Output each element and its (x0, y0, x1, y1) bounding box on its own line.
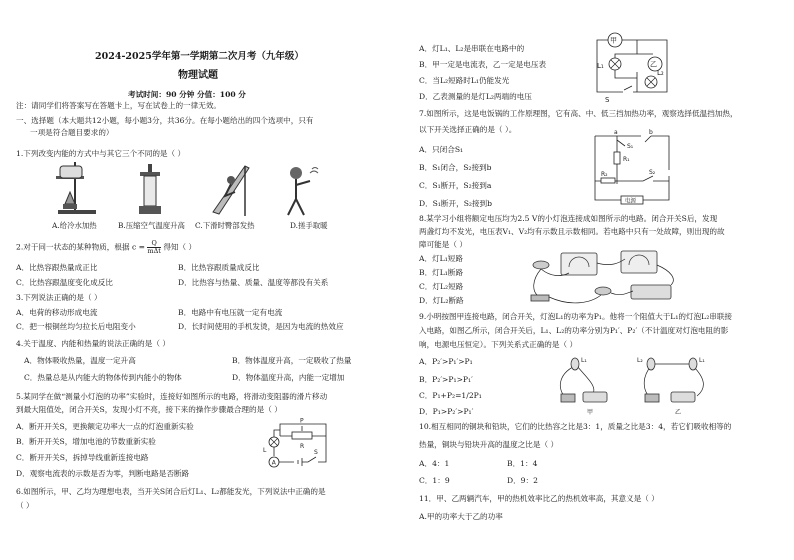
person-arms (296, 181, 310, 185)
q1-image-d-rubbing-hands (282, 163, 322, 217)
section1-heading-cont: 一项是符合题目要求的） (30, 128, 114, 137)
q8-option-c: C．灯L₂短路 (419, 282, 464, 291)
q3-stem: 3.下列说法正确的是（ ） (16, 293, 102, 302)
q5-stem-line2: 到最大阻值处，闭合开关S，发现小灯不亮，接下来的操作步骤最合理的是（ ） (16, 405, 282, 414)
q4-option-b: B．物体温度升高，一定吸收了热量 (232, 356, 352, 365)
q6-stem-line1: 6.如图所示，甲、乙均为理想电表，当开关S闭合后灯L₁、L₂都能发光，下列说法中正确的是 (16, 487, 326, 496)
q5-label-r: R (300, 443, 305, 450)
section1-heading: 一、选择题（本大题共12小题，每小题3分，共36分。在每小题给出的四个选项中，只有 (16, 116, 314, 125)
q6-stem-line2: （ ） (16, 501, 34, 510)
q7-option-a: A．只闭合S₁ (419, 145, 464, 154)
q9-fig-b-label-l1: L₁ (699, 357, 705, 364)
q8-stem-line2: 两盏灯均不发光，电压表V₁、V₂均有示数且示数相同。若电路中只有一处故障，则出现的故 (419, 227, 725, 236)
q3-option-a: A．电荷的移动形成电流 (16, 308, 98, 317)
q2-option-d: D．比热容与热量、质量、温度等都没有关系 (178, 278, 329, 287)
q5-option-a: A．断开开关S，更换额定功率大一点的灯泡重新实验 (16, 422, 194, 431)
q6-label-jia: 甲 (610, 36, 617, 45)
q7-option-c: C．S₁断开，S₂接到a (419, 181, 492, 190)
q7-resistor-r2 (601, 178, 615, 183)
q5-label-a: A (271, 459, 276, 467)
q2-option-c: C．比热容跟温度变化成反比 (16, 278, 113, 287)
q1-image-c-slide (209, 160, 254, 217)
q10-option-d: D．9：2 (507, 476, 538, 485)
q9-fig-b-battery-icon (671, 392, 695, 402)
q8-switch-icon (531, 295, 549, 301)
q9-fig-a-caption: 甲 (587, 409, 594, 416)
q6-switch-icon (624, 86, 632, 90)
q6-label-l1: L₁ (597, 62, 604, 70)
q8-stem-line3: 障可能是（ ） (419, 240, 467, 249)
q9-fig-a-label-l1: L₁ (581, 357, 587, 364)
q1-image-a-heating-water (52, 160, 102, 217)
q1-option-c: C.下滑时臀部发热 (195, 221, 255, 230)
q1-stem: 1.下列改变内能的方式中与其它三个不同的是（ ） (16, 149, 186, 158)
q8-option-b: B．灯L₁断路 (419, 268, 464, 277)
q5-circuit-diagram (262, 418, 336, 474)
q7-label-r1: R₁ (623, 156, 630, 163)
q5-option-d: D．观察电流表的示数是否为零，判断电路是否断路 (16, 469, 190, 478)
q6-label-l2: L₂ (657, 69, 664, 77)
q7-option-d: D．S₁断开，S₂接到b (419, 199, 493, 208)
q8-lamp-l2-icon (595, 287, 611, 295)
q5-option-b: B．断开开关S，增加电池的节数重新实验 (16, 437, 156, 446)
q2-stem-pre: 2.对于同一状态的某种物质，根据 (16, 242, 130, 252)
q1-option-d: D.搓手取暖 (290, 221, 328, 230)
q9-fig-a-lamp-l1-icon (571, 358, 579, 370)
q5-label-p: P (300, 418, 304, 425)
q9-fig-b-label-l2: L₂ (637, 357, 643, 364)
subject-title: 物理试题 (178, 70, 218, 81)
q9-option-c: C．P₁+P₂=1/2P₁ (419, 391, 482, 400)
q11-option-a: A.甲的功率大于乙的功率 (419, 512, 503, 521)
q8-voltmeter-v2-icon (621, 251, 657, 273)
q9-stem-line3: 响，电源电压恒定）。下列关系式正确的是（ ） (419, 340, 578, 349)
q10-stem-line2: 热量，铜块与铅块升高的温度之比是（ ） (419, 440, 559, 449)
slide-ramp (213, 166, 249, 214)
q2-formula-numerator: Q (147, 240, 160, 248)
q6-option-d: D．乙表测量的是灯L₂两端的电压 (419, 92, 532, 101)
q7-label-b: b (649, 129, 653, 136)
q7-circuit-diagram (587, 126, 677, 208)
q5-stem-line1: 5.某同学在做“测量小灯泡的功率”实验时，连接好如图所示的电路，将滑动变阻器的滑片移动 (16, 392, 328, 401)
q7-switch-s2-icon (645, 136, 651, 142)
q7-label-s2: S₂ (649, 169, 656, 176)
notice: 注：请同学们将答案写在答题卡上，写在试卷上的一律无效。 (16, 101, 222, 110)
q1-image-b-compression-cylinder (136, 164, 164, 217)
q3-option-c: C．把一根铜丝均匀拉长后电阻变小 (16, 322, 136, 331)
beaker-icon (60, 166, 82, 178)
q4-stem: 4.关于温度、内能和热量的说法正确的是（ ） (16, 339, 170, 348)
q2-stem-post: 得知（ ） (163, 242, 197, 252)
q9-fig-b-switch-icon (645, 394, 659, 402)
q7-label-s1: S₁ (627, 143, 634, 150)
q3-option-d: D．长时间使用的手机发烫，是因为电流的热效应 (178, 322, 344, 331)
person-head-icon (290, 167, 302, 179)
q4-option-a: A．物体吸收热量，温度一定升高 (24, 356, 136, 365)
q9-fig-b-caption: 乙 (675, 409, 682, 416)
burner-icon (63, 204, 77, 209)
q7-label-r2: R₂ (601, 171, 608, 178)
q5-label-l: L (263, 447, 267, 454)
q8-circuit-photo (521, 247, 701, 313)
q9-stem-line2: 入电路，如图乙所示，闭合开关后，L₁、L₂的功率分别为P₁′、P₂′（不计温度对灯泡电阻的影 (419, 326, 729, 335)
q2-option-b: B．比热容跟质量成反比 (178, 263, 260, 272)
q6-label-s: S (605, 96, 610, 104)
q9-stem-line1: 9.小明按图甲连接电路，闭合开关，灯泡L₁的功率为P₁。他将一个阻值大于L₁的灯泡L₂串联接 (419, 312, 733, 321)
q6-option-a: A．灯L₁、L₂是串联在电路中的 (419, 44, 525, 53)
q8-voltmeter-v1-icon (561, 253, 597, 275)
q8-stem-line1: 8.某学习小组将额定电压均为2.5 V的小灯泡连接成如图所示的电路。闭合开关S后，发现 (419, 214, 718, 223)
q9-fig-a-battery-icon (583, 392, 607, 402)
q9-option-a: A．P₂′>P₁′>P₁ (419, 357, 473, 366)
q4-option-c: C．热量总是从内能大的物体传到内能小的物体 (24, 373, 182, 382)
q5-rheostat (292, 432, 312, 439)
q6-option-c: C．当L₂短路时L₁仍能发光 (419, 76, 510, 85)
q8-lamp-l1-icon (533, 261, 549, 269)
q8-option-a: A．灯L₁短路 (419, 254, 463, 263)
q9-option-d: D．P₁>P₂′>P₁′ (419, 407, 474, 416)
wind-lines-icon (310, 168, 318, 174)
q8-option-d: D．灯L₂断路 (419, 296, 464, 305)
q7-resistor-r1 (614, 152, 620, 164)
q9-fig-b-lamp-l2-icon (647, 358, 655, 370)
cylinder-base (139, 206, 161, 214)
piston-top (140, 172, 160, 176)
q7-switch-s1-icon (617, 140, 625, 146)
flame-icon (65, 192, 75, 204)
q7-label-a: a (614, 129, 618, 136)
q7-label-power: 电源 (625, 198, 637, 205)
q7-option-b: B．S₁闭合，S₂接到b (419, 163, 492, 172)
q10-option-a: A．4：1 (419, 459, 450, 468)
q7-stem-line2: 以下开关选择正确的是（ ）。 (419, 125, 517, 134)
q2-formula-fraction (147, 240, 160, 255)
q10-option-b: B．1：4 (507, 459, 538, 468)
q11-stem: 11．甲、乙两辆汽车，甲的热机效率比乙的热机效率高，其意义是（ ） (419, 494, 659, 503)
q5-wire-battery-switch (279, 457, 316, 466)
q3-option-b: B．电路中有电压就一定有电流 (178, 308, 283, 317)
q5-label-s: S (314, 449, 318, 456)
q2-formula-c: c = (131, 242, 146, 252)
q8-battery-icon (631, 285, 671, 299)
q9-fig-a-switch-icon (561, 394, 575, 402)
glass-cylinder-icon (144, 176, 156, 206)
q7-stem-line1: 7.如图所示，这是电饭锅的工作原理图，它有高、中、低三挡加热功率，观察选择低温挡加热， (419, 109, 738, 118)
q1-option-a: A.给冷水加热 (52, 221, 97, 230)
q2-formula-denominator: mΔt (147, 247, 161, 255)
q5-option-c: C．断开开关S，拆掉导线重新连接电路 (16, 453, 149, 462)
q4-option-d: D．物体温度升高，内能一定增加 (232, 373, 345, 382)
q9-option-b: B．P₂′>P₁>P₁′ (419, 375, 473, 384)
child-icon (227, 176, 235, 184)
exam-title: 2024-2025学年第一学期第二次月考（九年级） (95, 51, 304, 62)
q6-label-yi: 乙 (650, 60, 657, 69)
q2-stem (16, 240, 196, 255)
stand-base (58, 210, 96, 214)
q6-circuit-diagram (593, 28, 671, 104)
q6-option-b: B．甲一定是电流表，乙一定是电压表 (419, 60, 547, 69)
q10-option-c: C．1：9 (419, 476, 450, 485)
q10-stem-line1: 10.相互相同的铜块和铅块，它们的比热容之比是3：1，质量之比是3：4，若它们吸收相等的 (419, 422, 732, 431)
q9-circuit-figures (547, 354, 727, 420)
exam-info: 考试时间：90 分钟 分值：100 分 (128, 90, 246, 99)
q2-option-a: A．比热容跟热量成正比 (16, 263, 98, 272)
q9-fig-b-lamp-l1-icon (689, 358, 697, 370)
q1-option-b: B.压缩空气温度升高 (118, 221, 185, 230)
